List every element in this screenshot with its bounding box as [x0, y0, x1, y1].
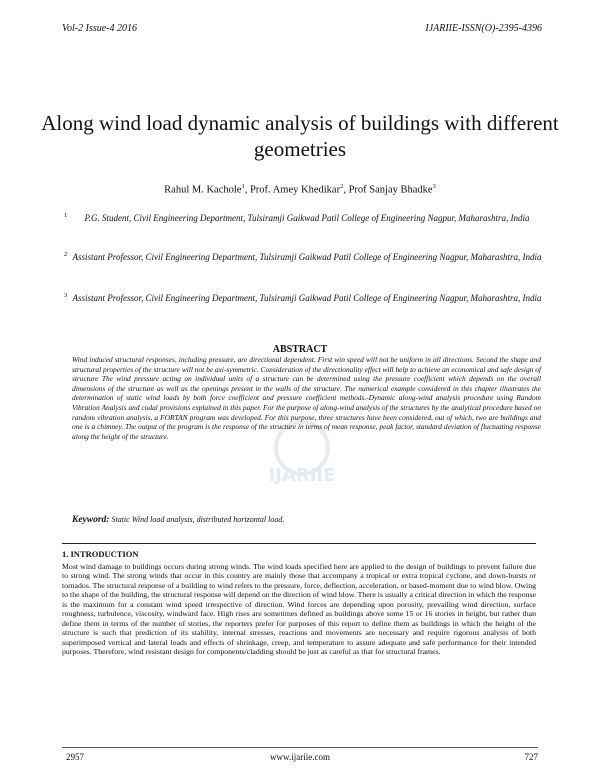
keywords-label: Keyword:: [72, 515, 110, 525]
page-number: 727: [524, 752, 538, 762]
affiliation-number: 1: [64, 212, 68, 219]
abstract-text: Wind induced structural responses, including pressure, are directional dependent. First win speed will not be uniform in all directions. Second the shape and structural properties of the structure will not be axi-symmetric. Consideration of the directionality effect will help to achieve an economical and safe design of structure The wind pressure acting on individual units of a structure can be determined using the pressure coefficient which depends on the overall dimensions of the structure as well as the openings present in the walls of the structure. The numerical example considered in this chapter illustrates the determination of static wind loads by both force coefficient and pressure coefficient methods.-Dynamic along-wind analysis procedure using Random Vibration Analysis and codal provisions explained in this paper. For the purpose of along-wind analysis of the structures by the analytical procedure based on random vibration analysis, a FORTAN program was developed. For this purpose, three structures have been considered, out of which, two are buildings and one is a chimney. The output of the program is the response of the structure in terms of mean response, peak factor, standard deviation of fluctuating response along the height of the structure.: [72, 355, 541, 441]
footer-paper-id: 2957: [66, 752, 84, 762]
affiliation-text: Assistant Professor, Civil Engineering Department, Tulsiramji Gaikwad Patil College of Engineering Nagpur, Maharashtra, India: [72, 252, 542, 262]
affiliation-text: Assistant Professor, Civil Engineering Department, Tulsiramji Gaikwad Patil College of Engineering Nagpur, Maharashtra, India: [72, 293, 542, 303]
affiliation: [64, 292, 542, 305]
author-name: Rahul M. Kachole: [164, 184, 242, 196]
author-name: Prof Sanjay Bhadke: [348, 184, 433, 196]
abstract-heading: ABSTRACT: [272, 344, 328, 355]
paper-title: Along wind load dynamic analysis of buildings with different geometries: [41, 111, 559, 161]
introduction-text: Most wind damage to buildings occurs during strong winds. The wind loads specified here are applied to the design of buildings to prevent failure due to strong wind. The strong winds that occur in this country are mainly those that accompany a tropical or extra tropical cyclone, and down-bursts or tornados. The structural response of a building to wind refers to the pressure, force, deflection, acceleration, or based-moment due to wind blow. Owing to the shape of the building, the structural response will depend on the direction of wind blow. There is usually a critical direction in which the response is the maximum for a constant wind speed irrespective of direction. Wind forces are depending upon porosity, prevailing wind direction, surface roughness, turbulence, viscosity, windward face. High rises are sometimes defined as buildings above some 15 or 16 stories in height, but rather than define them in terms of the number of stories, the reporters prefer for purposes of this report to define them as buildings in which the height of the structure is such that prediction of its stability, internal stresses, reactions and movements are necessary and require rigorous analysis of both superimposed vertical and lateral loads and effects of shrinkage, creep, and temperature to assure adequate and safe performance for their intended purposes. Therefore, wind resistant design for components/cladding should be just as careful as that for structural frames.: [62, 562, 536, 657]
author-sup: 2: [340, 183, 344, 190]
footer-website[interactable]: www.ijariie.com: [270, 752, 330, 762]
section-heading: 1. INTRODUCTION: [62, 549, 139, 559]
affiliation-text: P.G. Student, Civil Engineering Department, Tulsiramji Gaikwad Patil College of Engineering Nagpur, Maharashtra, India: [84, 213, 530, 223]
journal-issn: IJARIIE-ISSN(O)-2395-4396: [425, 23, 542, 34]
keywords: [72, 515, 542, 525]
watermark-text: IJARIIE: [268, 465, 336, 486]
affiliation-number: 2: [64, 251, 68, 258]
affiliation: [64, 212, 542, 225]
footer-divider: [62, 747, 538, 748]
section-divider: [62, 543, 536, 544]
author-name: Prof. Amey Khedikar: [249, 184, 341, 196]
journal-volume: Vol-2 Issue-4 2016: [62, 23, 137, 34]
author-sup: 1: [241, 183, 245, 190]
author-line: Rahul M. Kachole$^1$, Prof. Amey Khedikar$^2$, Prof Sanjay Bhadke$^3$: [164, 183, 436, 196]
affiliation: [64, 251, 542, 264]
affiliation-number: 3: [64, 292, 68, 299]
author-sup: 3: [432, 183, 436, 190]
keywords-text: Static Wind load analysis, distributed horizontal load.: [111, 515, 285, 524]
